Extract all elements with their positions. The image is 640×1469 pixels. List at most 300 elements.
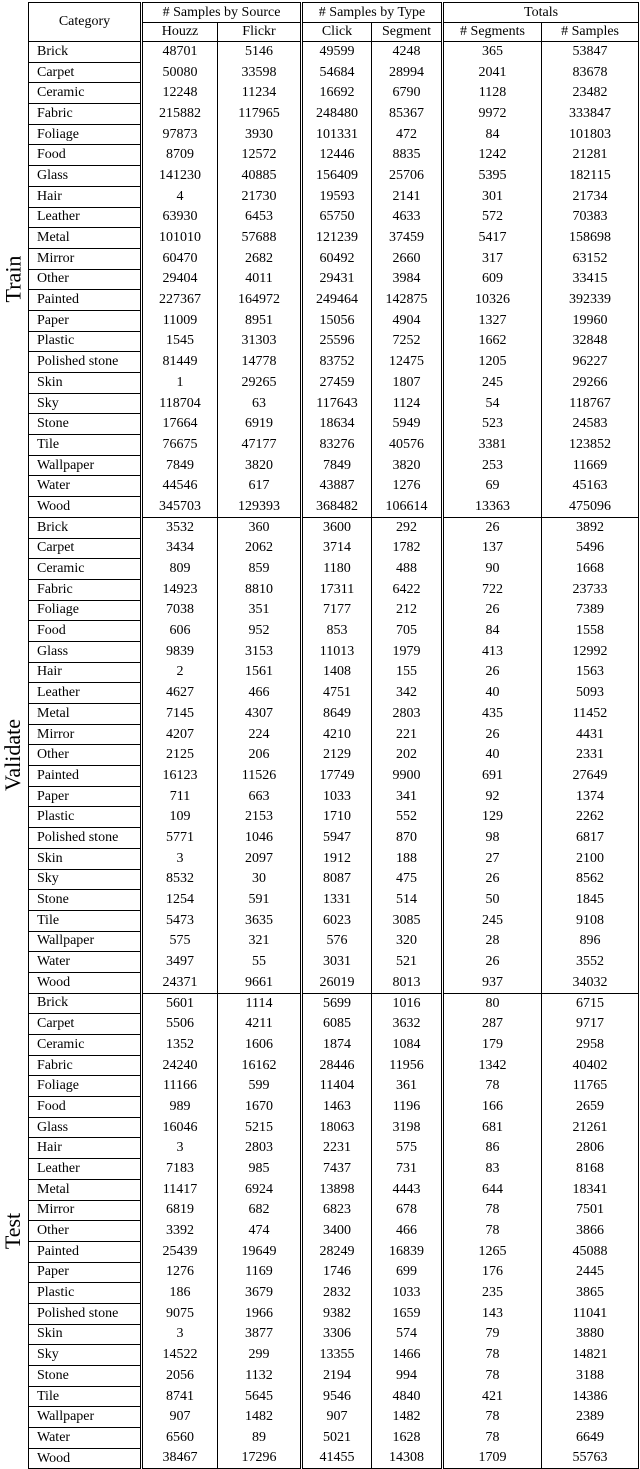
table-row bbox=[29, 62, 639, 83]
table-row bbox=[29, 1179, 639, 1200]
click-cell: 3306 bbox=[302, 1324, 372, 1345]
category-cell: Water bbox=[29, 476, 142, 497]
flickr-cell: 466 bbox=[218, 683, 302, 704]
segment-cell: 1084 bbox=[372, 1035, 443, 1056]
table-row bbox=[29, 269, 639, 290]
flickr-cell: 859 bbox=[218, 559, 302, 580]
segment-cell: 1196 bbox=[372, 1097, 443, 1118]
click-cell: 5021 bbox=[302, 1428, 372, 1449]
samples-cell: 123852 bbox=[542, 435, 639, 456]
flickr-cell: 29265 bbox=[218, 373, 302, 394]
segments-cell: 84 bbox=[443, 621, 542, 642]
samples-cell: 18341 bbox=[542, 1179, 639, 1200]
houzz-cell: 227367 bbox=[142, 290, 218, 311]
houzz-cell: 907 bbox=[142, 1407, 218, 1428]
segment-cell: 1659 bbox=[372, 1303, 443, 1324]
table-row bbox=[29, 83, 639, 104]
segment-cell: 1276 bbox=[372, 476, 443, 497]
segments-cell: 50 bbox=[443, 890, 542, 911]
houzz-cell: 6819 bbox=[142, 1200, 218, 1221]
segments-cell: 421 bbox=[443, 1386, 542, 1407]
table-row bbox=[29, 828, 639, 849]
table-row bbox=[29, 993, 639, 1014]
table-row bbox=[29, 704, 639, 725]
click-cell: 17311 bbox=[302, 579, 372, 600]
houzz-cell: 63930 bbox=[142, 207, 218, 228]
category-header: Category bbox=[29, 3, 142, 42]
segments-cell: 54 bbox=[443, 393, 542, 414]
samples-cell: 3892 bbox=[542, 517, 639, 538]
segments-cell: 83 bbox=[443, 1159, 542, 1180]
samples-cell: 2659 bbox=[542, 1097, 639, 1118]
category-cell: Wallpaper bbox=[29, 931, 142, 952]
click-cell: 2832 bbox=[302, 1283, 372, 1304]
segments-cell: 80 bbox=[443, 993, 542, 1014]
flickr-cell: 6919 bbox=[218, 414, 302, 435]
segment-cell: 1782 bbox=[372, 538, 443, 559]
samples-cell: 3865 bbox=[542, 1283, 639, 1304]
samples-cell: 12992 bbox=[542, 641, 639, 662]
click-cell: 7849 bbox=[302, 455, 372, 476]
segment-cell: 705 bbox=[372, 621, 443, 642]
click-cell: 368482 bbox=[302, 497, 372, 518]
segment-cell: 1482 bbox=[372, 1407, 443, 1428]
click-cell: 13898 bbox=[302, 1179, 372, 1200]
click-cell: 6023 bbox=[302, 910, 372, 931]
segment-header: Segment bbox=[372, 23, 443, 42]
section-label-text: Test bbox=[0, 1212, 25, 1250]
segment-cell: 1124 bbox=[372, 393, 443, 414]
click-cell: 27459 bbox=[302, 373, 372, 394]
category-cell: Mirror bbox=[29, 248, 142, 269]
category-cell: Fabric bbox=[29, 104, 142, 125]
houzz-cell: 6560 bbox=[142, 1428, 218, 1449]
segments-cell: 86 bbox=[443, 1138, 542, 1159]
flickr-cell: 1670 bbox=[218, 1097, 302, 1118]
flickr-cell: 89 bbox=[218, 1428, 302, 1449]
click-cell: 8649 bbox=[302, 704, 372, 725]
segment-cell: 1033 bbox=[372, 1283, 443, 1304]
segments-cell: 78 bbox=[443, 1407, 542, 1428]
segment-cell: 202 bbox=[372, 745, 443, 766]
segment-cell: 488 bbox=[372, 559, 443, 580]
houzz-cell: 25439 bbox=[142, 1241, 218, 1262]
samples-cell: 182115 bbox=[542, 166, 639, 187]
samples-cell: 2806 bbox=[542, 1138, 639, 1159]
click-cell: 2194 bbox=[302, 1366, 372, 1387]
segments-cell: 413 bbox=[443, 641, 542, 662]
category-cell: Stone bbox=[29, 414, 142, 435]
table-row bbox=[29, 848, 639, 869]
flickr-cell: 360 bbox=[218, 517, 302, 538]
samples-cell: 34032 bbox=[542, 972, 639, 993]
flickr-cell: 3679 bbox=[218, 1283, 302, 1304]
segment-cell: 142875 bbox=[372, 290, 443, 311]
table-row bbox=[29, 1241, 639, 1262]
click-cell: 13355 bbox=[302, 1345, 372, 1366]
table-row bbox=[29, 952, 639, 973]
category-cell: Foliage bbox=[29, 600, 142, 621]
table-row bbox=[29, 807, 639, 828]
click-cell: 1331 bbox=[302, 890, 372, 911]
click-cell: 5699 bbox=[302, 993, 372, 1014]
category-cell: Hair bbox=[29, 662, 142, 683]
houzz-cell: 14522 bbox=[142, 1345, 218, 1366]
samples-cell: 24583 bbox=[542, 414, 639, 435]
table-row bbox=[29, 972, 639, 993]
houzz-cell: 606 bbox=[142, 621, 218, 642]
segment-cell: 25706 bbox=[372, 166, 443, 187]
houzz-cell: 14923 bbox=[142, 579, 218, 600]
category-cell: Other bbox=[29, 269, 142, 290]
flickr-cell: 164972 bbox=[218, 290, 302, 311]
category-cell: Ceramic bbox=[29, 1035, 142, 1056]
category-cell: Sky bbox=[29, 1345, 142, 1366]
category-cell: Metal bbox=[29, 704, 142, 725]
houzz-cell: 11009 bbox=[142, 310, 218, 331]
samples-cell: 11669 bbox=[542, 455, 639, 476]
segments-cell: 78 bbox=[443, 1345, 542, 1366]
category-cell: Leather bbox=[29, 207, 142, 228]
category-cell: Water bbox=[29, 952, 142, 973]
samples-cell: 45088 bbox=[542, 1241, 639, 1262]
houzz-cell: 97873 bbox=[142, 124, 218, 145]
segments-cell: 722 bbox=[443, 579, 542, 600]
segment-cell: 678 bbox=[372, 1200, 443, 1221]
samples-cell: 2262 bbox=[542, 807, 639, 828]
segment-cell: 40576 bbox=[372, 435, 443, 456]
segments-cell: 26 bbox=[443, 869, 542, 890]
segment-cell: 1807 bbox=[372, 373, 443, 394]
segments-cell: 92 bbox=[443, 786, 542, 807]
table-row bbox=[29, 207, 639, 228]
section-label bbox=[0, 517, 26, 993]
segments-cell: 78 bbox=[443, 1366, 542, 1387]
category-cell: Glass bbox=[29, 1117, 142, 1138]
click-cell: 249464 bbox=[302, 290, 372, 311]
category-cell: Other bbox=[29, 1221, 142, 1242]
segment-cell: 361 bbox=[372, 1076, 443, 1097]
houzz-cell: 12248 bbox=[142, 83, 218, 104]
samples-cell: 2331 bbox=[542, 745, 639, 766]
flickr-cell: 33598 bbox=[218, 62, 302, 83]
houzz-cell: 1545 bbox=[142, 331, 218, 352]
samples-cell: 2100 bbox=[542, 848, 639, 869]
houzz-cell: 50080 bbox=[142, 62, 218, 83]
click-cell: 4751 bbox=[302, 683, 372, 704]
samples-cell: 6649 bbox=[542, 1428, 639, 1449]
segments-cell: 5395 bbox=[443, 166, 542, 187]
flickr-cell: 5645 bbox=[218, 1386, 302, 1407]
flickr-cell: 224 bbox=[218, 724, 302, 745]
samples-cell: 896 bbox=[542, 931, 639, 952]
samples-cell: 7389 bbox=[542, 600, 639, 621]
table-row bbox=[29, 1035, 639, 1056]
flickr-cell: 1169 bbox=[218, 1262, 302, 1283]
samples-cell: 33415 bbox=[542, 269, 639, 290]
samples-cell: 1668 bbox=[542, 559, 639, 580]
segments-cell: 79 bbox=[443, 1324, 542, 1345]
flickr-cell: 4307 bbox=[218, 704, 302, 725]
click-cell: 1408 bbox=[302, 662, 372, 683]
samples-cell: 9717 bbox=[542, 1014, 639, 1035]
category-cell: Metal bbox=[29, 228, 142, 249]
segments-cell: 143 bbox=[443, 1303, 542, 1324]
table-row bbox=[29, 1262, 639, 1283]
segment-cell: 1979 bbox=[372, 641, 443, 662]
table-row bbox=[29, 104, 639, 125]
segment-cell: 575 bbox=[372, 1138, 443, 1159]
houzz-cell: 7849 bbox=[142, 455, 218, 476]
segments-cell: 1342 bbox=[443, 1055, 542, 1076]
flickr-cell: 1132 bbox=[218, 1366, 302, 1387]
category-cell: Carpet bbox=[29, 538, 142, 559]
houzz-cell: 1352 bbox=[142, 1035, 218, 1056]
category-cell: Mirror bbox=[29, 724, 142, 745]
category-cell: Brick bbox=[29, 517, 142, 538]
flickr-cell: 8951 bbox=[218, 310, 302, 331]
flickr-cell: 599 bbox=[218, 1076, 302, 1097]
houzz-cell: 5771 bbox=[142, 828, 218, 849]
segments-cell: 166 bbox=[443, 1097, 542, 1118]
click-cell: 853 bbox=[302, 621, 372, 642]
samples-cell: 55763 bbox=[542, 1448, 639, 1469]
category-cell: Wood bbox=[29, 1448, 142, 1469]
table-row bbox=[29, 435, 639, 456]
segment-cell: 2141 bbox=[372, 186, 443, 207]
segments-cell: 1662 bbox=[443, 331, 542, 352]
segments-cell: 691 bbox=[443, 766, 542, 787]
click-cell: 83752 bbox=[302, 352, 372, 373]
samples-cell: 101803 bbox=[542, 124, 639, 145]
flickr-cell: 3635 bbox=[218, 910, 302, 931]
samples-cell: 21734 bbox=[542, 186, 639, 207]
section-label bbox=[0, 42, 26, 518]
samples-cell: 3880 bbox=[542, 1324, 639, 1345]
table-row bbox=[29, 1097, 639, 1118]
segments-cell: 28 bbox=[443, 931, 542, 952]
table-row bbox=[29, 1138, 639, 1159]
section-label bbox=[0, 993, 26, 1469]
houzz-cell: 7145 bbox=[142, 704, 218, 725]
flickr-cell: 952 bbox=[218, 621, 302, 642]
click-cell: 6085 bbox=[302, 1014, 372, 1035]
samples-cell: 1563 bbox=[542, 662, 639, 683]
flickr-cell: 663 bbox=[218, 786, 302, 807]
segment-cell: 1016 bbox=[372, 993, 443, 1014]
segment-cell: 1628 bbox=[372, 1428, 443, 1449]
click-cell: 16692 bbox=[302, 83, 372, 104]
segments-cell: 78 bbox=[443, 1221, 542, 1242]
flickr-cell: 206 bbox=[218, 745, 302, 766]
segments-cell: 245 bbox=[443, 910, 542, 931]
segment-cell: 1466 bbox=[372, 1345, 443, 1366]
segment-cell: 14308 bbox=[372, 1448, 443, 1469]
category-cell: Water bbox=[29, 1428, 142, 1449]
category-cell: Paper bbox=[29, 310, 142, 331]
table-row bbox=[29, 1014, 639, 1035]
samples-cell: 29266 bbox=[542, 373, 639, 394]
samples-cell: 83678 bbox=[542, 62, 639, 83]
flickr-cell: 16162 bbox=[218, 1055, 302, 1076]
click-cell: 3031 bbox=[302, 952, 372, 973]
houzz-cell: 60470 bbox=[142, 248, 218, 269]
segments-cell: 137 bbox=[443, 538, 542, 559]
segment-cell: 514 bbox=[372, 890, 443, 911]
category-cell: Paper bbox=[29, 786, 142, 807]
table-row bbox=[29, 1283, 639, 1304]
houzz-cell: 11166 bbox=[142, 1076, 218, 1097]
houzz-cell: 24371 bbox=[142, 972, 218, 993]
samples-cell: 392339 bbox=[542, 290, 639, 311]
category-cell: Ceramic bbox=[29, 83, 142, 104]
table-row bbox=[29, 766, 639, 787]
table-row bbox=[29, 373, 639, 394]
click-cell: 29431 bbox=[302, 269, 372, 290]
click-cell: 17749 bbox=[302, 766, 372, 787]
samples-cell: 1374 bbox=[542, 786, 639, 807]
category-cell: Skin bbox=[29, 848, 142, 869]
houzz-cell: 141230 bbox=[142, 166, 218, 187]
table-row bbox=[29, 393, 639, 414]
houzz-cell: 3 bbox=[142, 848, 218, 869]
flickr-cell: 4011 bbox=[218, 269, 302, 290]
samples-cell: 475096 bbox=[542, 497, 639, 518]
flickr-cell: 129393 bbox=[218, 497, 302, 518]
samples-header: # Samples bbox=[542, 23, 639, 42]
samples-cell: 21281 bbox=[542, 145, 639, 166]
segment-cell: 3198 bbox=[372, 1117, 443, 1138]
segments-cell: 1242 bbox=[443, 145, 542, 166]
houzz-cell: 3497 bbox=[142, 952, 218, 973]
segment-cell: 4248 bbox=[372, 42, 443, 63]
click-cell: 28446 bbox=[302, 1055, 372, 1076]
category-cell: Tile bbox=[29, 1386, 142, 1407]
flickr-header: Flickr bbox=[218, 23, 302, 42]
segments-cell: 317 bbox=[443, 248, 542, 269]
table-row bbox=[29, 42, 639, 63]
flickr-cell: 3877 bbox=[218, 1324, 302, 1345]
houzz-cell: 2056 bbox=[142, 1366, 218, 1387]
samples-cell: 3866 bbox=[542, 1221, 639, 1242]
segment-cell: 731 bbox=[372, 1159, 443, 1180]
category-cell: Hair bbox=[29, 186, 142, 207]
samples-cell: 40402 bbox=[542, 1055, 639, 1076]
click-cell: 41455 bbox=[302, 1448, 372, 1469]
segment-cell: 28994 bbox=[372, 62, 443, 83]
segments-cell: 26 bbox=[443, 662, 542, 683]
samples-cell: 6715 bbox=[542, 993, 639, 1014]
samples-cell: 2445 bbox=[542, 1262, 639, 1283]
table-row bbox=[29, 910, 639, 931]
segments-cell: 235 bbox=[443, 1283, 542, 1304]
click-cell: 3714 bbox=[302, 538, 372, 559]
houzz-cell: 7183 bbox=[142, 1159, 218, 1180]
flickr-cell: 1046 bbox=[218, 828, 302, 849]
flickr-cell: 351 bbox=[218, 600, 302, 621]
category-cell: Fabric bbox=[29, 1055, 142, 1076]
click-cell: 60492 bbox=[302, 248, 372, 269]
segments-cell: 9972 bbox=[443, 104, 542, 125]
flickr-cell: 3930 bbox=[218, 124, 302, 145]
samples-cell: 8562 bbox=[542, 869, 639, 890]
table-row bbox=[29, 290, 639, 311]
click-cell: 101331 bbox=[302, 124, 372, 145]
houzz-cell: 11417 bbox=[142, 1179, 218, 1200]
segments-cell: 179 bbox=[443, 1035, 542, 1056]
flickr-cell: 17296 bbox=[218, 1448, 302, 1469]
segment-cell: 3820 bbox=[372, 455, 443, 476]
samples-cell: 1845 bbox=[542, 890, 639, 911]
table-row bbox=[29, 455, 639, 476]
houzz-cell: 5506 bbox=[142, 1014, 218, 1035]
category-cell: Mirror bbox=[29, 1200, 142, 1221]
segment-cell: 155 bbox=[372, 662, 443, 683]
totals-header: Totals bbox=[443, 3, 639, 23]
flickr-cell: 3820 bbox=[218, 455, 302, 476]
table-row bbox=[29, 248, 639, 269]
click-cell: 28249 bbox=[302, 1241, 372, 1262]
flickr-cell: 2062 bbox=[218, 538, 302, 559]
segment-cell: 85367 bbox=[372, 104, 443, 125]
table-row bbox=[29, 124, 639, 145]
category-cell: Ceramic bbox=[29, 559, 142, 580]
table-row bbox=[29, 145, 639, 166]
segment-cell: 4443 bbox=[372, 1179, 443, 1200]
table-row bbox=[29, 228, 639, 249]
table-row bbox=[29, 517, 639, 538]
segments-cell: 1128 bbox=[443, 83, 542, 104]
houzz-cell: 3392 bbox=[142, 1221, 218, 1242]
category-cell: Polished stone bbox=[29, 828, 142, 849]
category-cell: Hair bbox=[29, 1138, 142, 1159]
samples-cell: 118767 bbox=[542, 393, 639, 414]
click-header: Click bbox=[302, 23, 372, 42]
samples-cell: 32848 bbox=[542, 331, 639, 352]
category-cell: Skin bbox=[29, 1324, 142, 1345]
segments-cell: 609 bbox=[443, 269, 542, 290]
houzz-cell: 76675 bbox=[142, 435, 218, 456]
samples-cell: 14386 bbox=[542, 1386, 639, 1407]
click-cell: 49599 bbox=[302, 42, 372, 63]
flickr-cell: 55 bbox=[218, 952, 302, 973]
click-cell: 248480 bbox=[302, 104, 372, 125]
segment-cell: 5949 bbox=[372, 414, 443, 435]
samples-cell: 2958 bbox=[542, 1035, 639, 1056]
click-cell: 1746 bbox=[302, 1262, 372, 1283]
houzz-cell: 101010 bbox=[142, 228, 218, 249]
houzz-cell: 44546 bbox=[142, 476, 218, 497]
table-row bbox=[29, 621, 639, 642]
segment-cell: 8835 bbox=[372, 145, 443, 166]
segment-cell: 475 bbox=[372, 869, 443, 890]
flickr-cell: 2682 bbox=[218, 248, 302, 269]
category-cell: Other bbox=[29, 745, 142, 766]
flickr-cell: 591 bbox=[218, 890, 302, 911]
category-cell: Glass bbox=[29, 641, 142, 662]
samples-cell: 333847 bbox=[542, 104, 639, 125]
flickr-cell: 47177 bbox=[218, 435, 302, 456]
segment-cell: 870 bbox=[372, 828, 443, 849]
flickr-cell: 30 bbox=[218, 869, 302, 890]
click-cell: 7177 bbox=[302, 600, 372, 621]
samples-cell: 3188 bbox=[542, 1366, 639, 1387]
category-cell: Stone bbox=[29, 890, 142, 911]
click-cell: 12446 bbox=[302, 145, 372, 166]
houzz-cell: 4 bbox=[142, 186, 218, 207]
flickr-cell: 474 bbox=[218, 1221, 302, 1242]
segments-cell: 84 bbox=[443, 124, 542, 145]
